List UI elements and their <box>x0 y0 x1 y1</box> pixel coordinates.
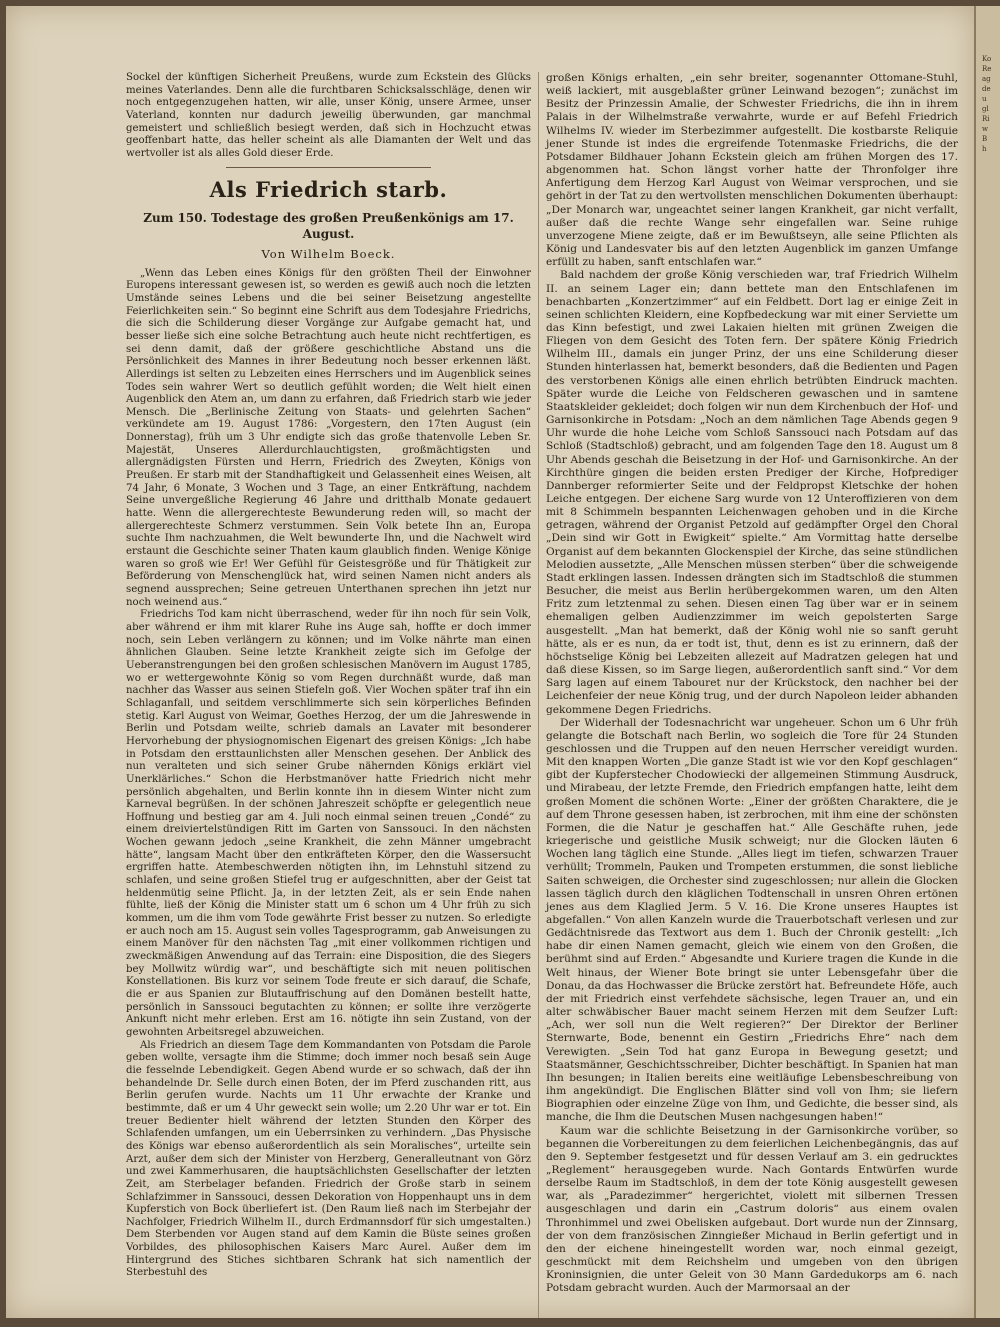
article-title: Als Friedrich starb. <box>209 176 448 202</box>
body-paragraph: Der Widerhall der Todesnachricht war ungeheuer. Schon um 6 Uhr früh gelangte die Botschaft nach Berlin, wo sogleich die Tore für 24 Stunden geschlossen und die Truppen auf den neuen Herrscher vereidigt wurden. Mit den knappen Worten „Die ganze Stadt ist wie vor den Kopf geschlagen“ gibt der Kupferstecher Chodowiecki der allgemeinen Stimmung Ausdruck, und Mirabeau, der letzte Fremde, den Friedrich empfangen hatte, leiht dem großen Moment die schönen Worte: „Einer der größten Charaktere, die je auf dem Throne gesessen haben, ist zerbrochen, mit ihm eine der schönsten Formen, die die Natur je geschaffen hat.“ Alle Geschäfte ruhen, jede kriegerische und geistliche Musik schweigt; nur die Glocken läuten 6 Wochen lang täglich eine Stunde. „Alles liegt im tiefen, schwarzen Trauer verhüllt; Trommeln, Pauken und Trompeten erstummen, die sonst liebliche Saiten schweigen, die Orchester sind zugeschlossen; nur allein die Glocken lassen täglich durch den kläglichen Todtenschall in unsren Ohren ertönen jenes aus dem Klaglied Jerm. 5 V. 16. Die Krone unseres Hauptes ist abgefallen.“ Von allen Kanzeln wurde die Trauerbotschaft verlesen und zur Gedächtnisrede das Textwort aus dem 1. Buch der Chronik gestellt: „Ich habe dir einen Namen gemacht, gleich wie einem von den Großen, die berühmt sind auf Erden.“ Abgesandte und Kuriere tragen die Kunde in die Welt hinaus, der Wiener Bote bringt sie unter Lebensgefahr über die Donau, da das Hochwasser die Brücke zerstört hat. Befreundete Höfe, auch der mit Friedrich einst verfehdete sächsische, legen Trauer an, und ein alter schwäbischer Bauer macht seinem Herzen mit dem Seufzer Luft: „Ach, wer soll nun die Welt regieren?“ Der Direktor der Berliner Sternwarte, Bode, benennt ein Gestirn „Friedrichs Ehre“ nach dem Verewigten. „Sein Tod hat ganz Europa in Bewegung gesetzt; und Staatsmänner, Geschichtsschreiber, Dichter beschäftigt. In Spanien hat man Ihn besungen; in Italien bereits eine weitläufige Lebensbeschreibung von ihm angekündigt. Die Englischen Blätter sind voll von Ihm; sie liefern Biographien oder einzelne Züge von Ihm, und Gedichte, die besser sind, als manche, die Ihm die Deutschen Musen nachgesungen haben!“ <box>546 716 958 1124</box>
body-paragraph: „Wenn das Leben eines Königs für den größten Theil der Einwohner Europens interessant gewesen ist, so werden es gewiß auch noch die letzten Umstände seines Lebens und die bei seiner Beisetzung angestellte Feierlichkeiten sein.“ So beginnt eine Schrift aus dem Todesjahre Friedrichs, die sich die Schilderung dieser Vorgänge zur Aufgabe gemacht hat, und besser ließe sich eine solche Betrachtung auch heute nicht rechtfertigen, es sei denn damit, daß der größere geschichtliche Abstand uns die Persönlichkeit des Mannes in ihrer Bedeutung noch besser erkennen läßt. Allerdings ist selten zu Lebzeiten eines Herrschers und im Augenblick seines Todes sein wahrer Wert so deutlich gefühlt worden; die Welt hielt einen Augenblick den Atem an, um dann zu erfahren, daß Friedrich starb wie jeder Mensch. Die „Berlinische Zeitung von Staats- und gelehrten Sachen“ verkündete am 19. August 1786: „Vorgestern, den 17ten August (ein Donnerstag), früh um 3 Uhr endigte sich das große thatenvolle Leben Sr. Majestät, Unseres Allerdurchlauchtigsten, großmächtigsten und allergnädigsten Fürsten und Herrn, Friedrich des Zweyten, Königs von Preußen. Er starb mit der Standhaftigkeit und Gelassenheit eines Weisen, alt 74 Jahr, 6 Monate, 3 Wochen und 3 Tage, an einer Entkräftung, nachdem Seine unvergeßliche Regierung 46 Jahre und dritthalb Monate gedauert hatte. Wenn die allergerechteste Bewunderung reden will, so macht der allergerechteste Schmerz verstummen. Sein Volk betete Ihn an, Europa suchte Ihm nachzuahmen, die Welt bewunderte Ihn, und die Nachwelt wird erstaunt die Geschichte seiner Thaten kaum glaublich finden. Wenige Könige waren so groß wie Er! Wer Gefühl für Geistesgröße und für Thätigkeit zur Beförderung von Menschenglück hat, wird seinen Namen nicht anders als segnend aussprechen; Seine getreuen Unterthanen sprechen ihn jetzt nur noch weinend aus.“ <box>126 267 531 608</box>
left-column <box>126 72 531 1280</box>
body-paragraph: Friedrichs Tod kam nicht überraschend, weder für ihn noch für sein Volk, aber während er ihm mit klarer Ruhe ins Auge sah, hoffte er doch immer noch, sein Leben verlängern zu können; und im Volke nährte man einen ähnlichen Glauben. Seine letzte Krankheit zeigte sich im Gefolge der Ueberanstrengungen bei den großen schlesischen Manövern im August 1785, wo er wettergewohnte König so vom Regen durchnäßt wurde, daß man nachher das Wasser aus seinen Stiefeln goß. Vier Wochen später traf ihn ein Schlaganfall, und seitdem verschlimmerte sich sein körperliches Befinden stetig. Karl August von Weimar, Goethes Herzog, der um die Jahreswende in Berlin und Potsdam weilte, schrieb damals an Lavater mit besonderer Hervorhebung der physiognomischen Eigenart des greisen Königs: „Ich habe in Potsdam den ersttaunlichsten aller Menschen gesehen. Der Anblick des nun veralteten und sich seiner Grube nähernden Königs erklärt viel Unerklärliches.“ Schon die Herbstmanöver hatte Friedrich nicht mehr persönlich abgehalten, und Berlin konnte ihn in diesem Winter nicht zum Karneval begrüßen. In der schönen Jahreszeit schöpfte er gelegentlich neue Hoffnung und bestieg gar am 4. Juli noch einmal seinen treuen „Condé“ zu einem dreiviertelstündigen Ritt im Garten von Sanssouci. In den nächsten Wochen gewann jedoch „seine Krankheit, die zehn Männer umgebracht hätte“, langsam Macht über den entkräfteten Körper, den die Wassersucht ergriffen hatte. Atembeschwerden nötigten ihn, im Lehnstuhl sitzend zu schlafen, und seine großen Stiefel trug er aufgeschnitten, aber der Geist tat heldenmütig seine Pflicht. Ja, in der letzten Zeit, als er sein Ende nahen fühlte, ließ der König die Minister statt um 6 schon um 4 Uhr früh zu sich kommen, um die ihm vom Tode gewährte Frist besser zu nutzen. So erledigte er auch noch am 15. August sein volles Tagesprogramm, gab Anweisungen zu einem Manöver für den nächsten Tag „mit einer vollkommen richtigen und zweckmäßigen Anwendung auf das Terrain: eine Disposition, die des Siegers bey Mollwitz würdig war“, und beschäftigte sich mit neuen politischen Konstellationen. Bis kurz vor seinem Tode freute er sich darauf, die Schafe, die er aus Spanien zur Blutauffrischung auf den Domänen bestellt hatte, persönlich in Sanssouci begutachten zu können; er sollte ihre verzögerte Ankunft nicht mehr erleben. Erst am 16. nötigte ihn sein Zustand, von der gewohnten Arbeitsregel abzuweichen. <box>126 609 531 1038</box>
article-subtitle: Zum 150. Todestage des großen Preußenkönigs am 17. August. <box>143 210 514 241</box>
body-paragraph: Als Friedrich an diesem Tage dem Kommandanten von Potsdam die Parole geben wollte, versagte ihm die Stimme; doch immer noch besaß sein Auge die fesselnde Lebendigkeit. Gegen Abend wurde er so schwach, daß der ihn behandelnde Dr. Selle durch einen Boten, der im Pferd zuschanden ritt, aus Berlin gerufen wurde. Nachts um 11 Uhr erwachte der Kranke und bestimmte, daß er um 4 Uhr geweckt sein wolle; um 2.20 Uhr war er tot. Ein treuer Bedienter hielt während der letzten Stunden den Körper des Schlafenden umfangen, um ein Ueberrsinken zu verhindern. „Das Physische des Königs war ebenso außerordentlich als sein Moralisches“, urteilte sein Arzt, außer dem sich der Minister von Herzberg, Generalleutnant von Görz und zwei Kammerhusaren, die hauptsächlichsten Gesellschafter der letzten Zeit, am Sterbelager befanden. Friedrich der Große starb in seinem Schlafzimmer in Sanssouci, dessen Dekoration von Hoppenhaupt uns in dem Kupferstich von Bock überliefert ist. (Den Raum ließ nach im Sterbejahr der Nachfolger, Friedrich Wilhelm II., durch Erdmannsdorf für sich umgestalten.) Dem Sterbenden vor Augen stand auf dem Kamin die Büste seines großen Vorbildes, des philosophischen Kaisers Marc Aurel. Außer dem im Hintergrund des Stiches sichtbaren Schrank hat sich namentlich der Sterbestuhl des <box>126 1039 531 1279</box>
adjacent-page-text: Ko Re ag de u gl Ri w B h <box>982 55 992 153</box>
article-author: Von Wilhelm Boeck. <box>261 246 396 261</box>
column-divider <box>538 72 539 1318</box>
body-paragraph: großen Königs erhalten, „ein sehr breiter, sogenannter Ottomane-Stuhl, weiß lackiert, mit ausgeblaßter grüner Leinwand bezogen“; zunächst im Besitz der Prinzessin Amalie, der Schwester Friedrichs, die ihn in ihrem Palais in der Wilhelmstraße verwahrte, wurde er auf Befehl Friedrich Wilhelms IV. wieder im Sterbezimmer aufgestellt. Die kostbarste Reliquie jener Stunde ist indes die ergreifende Totenmaske Friedrichs, die der Potsdamer Bildhauer Johann Eckstein gleich am frühen Morgen des 17. abgenommen hat. Schon längst vorher hatte der Thronfolger ihre Anfertigung dem Herzog Karl August von Weimar versprochen, und sie gehört in der Tat zu den wertvollsten menschlichen Dokumenten überhaupt: „Der Monarch war, ungeachtet seiner langen Krankheit, gar nicht verfallt, außer daß die rechte Wange sehr eingefallen war. Seine ruhige unverzogene Miene zeigte, daß er im Bewußtseyn, alle seine Pflichten als König und Landesvater bis auf den letzten Augenblick im ganzen Umfange erfüllt zu haben, sanft entschlafen war.“ <box>546 72 958 269</box>
body-paragraph: Kaum war die schlichte Beisetzung in der Garnisonkirche vorüber, so begannen die Vorbereitungen zu dem feierlichen Leichenbegängnis, das auf den 9. September festgesetzt und für dessen Verlauf am 3. ein gedrucktes „Reglement“ herausgegeben wurde. Nach Gontards Entwürfen wurde derselbe Raum im Stadtschloß, in dem der tote König ausgestellt gewesen war, als „Paradezimmer“ hergerichtet, violett mit silbernen Tressen ausgeschlagen und darin ein „Castrum doloris“ aus einem ovalen Thronhimmel und zwei Obelisken aufgebaut. Dort wurde nun der Zinnsarg, der von dem französischen Zinngießer Michaud in Berlin gefertigt und in den der eichene hineingestellt worden war, noch einmal gezeigt, geschmückt mit dem Reichshelm und umgeben von den übrigen Kroninsignien, die unter Geleit von 30 Mann Gardedukorps am 6. nach Potsdam gebracht wurden. Auch der Marmorsaal an der <box>546 1124 958 1295</box>
intro-paragraph: Sockel der künftigen Sicherheit Preußens, wurde zum Eckstein des Glücks meines Vaterlandes. Denn alle die furchtbaren Schicksalsschläge, denen wir noch entgegenzugehen hatten, wir alle, unser König, unsere Armee, unser Vaterland, konnten nur dadurch jeweilig überwunden, gar manchmal gemeistert und schließlich besiegt werden, daß sich in Hochzucht etwas geoffenbart hatte, das heller scheint als alle Diamanten der Welt und das wertvoller ist als alles Gold dieser Erde. <box>126 72 531 159</box>
right-column <box>546 72 958 1296</box>
newspaper-page <box>6 6 974 1318</box>
section-divider <box>226 167 431 168</box>
body-paragraph: Bald nachdem der große König verschieden war, traf Friedrich Wilhelm II. an seinem Lager ein; dann bettete man den Entschlafenen im benachbarten „Konzertzimmer“ auf ein Feldbett. Dort lag er einige Zeit in seinen schlichten Kleidern, eine Kopfbedeckung war mit einer Serviette um das Kinn befestigt, und zwei Lakaien hielten mit grünen Zweigen die Fliegen von dem Gesicht des Toten fern. Der spätere König Friedrich Wilhelm III., damals ein junger Prinz, der uns eine Schilderung dieser Stunden hinterlassen hat, bemerkt besonders, daß die Bedienten und Pagen des verstorbenen Königs alle einen ehrlich betrübten Eindruck machten. Später wurde die Leiche von Feldscheren gewaschen und in samtene Staatskleider gekleidet; doch folgen wir nun dem Kirchenbuch der Hof- und Garnisonkirche in Potsdam: „Noch an dem nämlichen Tage Abends gegen 9 Uhr wurde die hohe Leiche vom Schloß Sanssouci nach Potsdam auf das Schloß (Stadtschloß) gebracht, und am folgenden Tage den 18. August um 8 Uhr Abends geschah die Beisetzung in der Hof- und Garnisonkirche. An der Kirchthüre gingen die beiden ersten Prediger der Kirche, Hofprediger Dannberger reformierter Seite und der Feldpropst Kletschke der hohen Leiche entgegen. Der eichene Sarg wurde von 12 Unteroffizieren von dem mit 8 Schimmeln bespannten Leichenwagen gehoben und in die Kirche getragen, während der Organist Petzold auf gedämpfter Orgel den Choral „Dein sind wir Gott in Ewigkeit“ spielte.“ Am Vormittag hatte derselbe Organist auf dem bekannten Glockenspiel der Kirche, das seine stündlichen Melodien aussetzte, „Alle Menschen müssen sterben“ über die schweigende Stadt erklingen lassen. Indessen drängten sich im Stadtschloß die stummen Besucher, die meist aus Berlin herübergekommen waren, um den Alten Fritz zum letztenmal zu sehen. Diesen einen Tag über war er in seinem ehemaligen gelben Audienzzimmer im weich gepolsterten Sarge ausgestellt. „Man hat bemerkt, daß der König wohl nie so sanft geruht hätte, als er es nun, da er todt ist, thut, denn es ist zu erinnern, daß der höchstselige König bei Lebzeiten allezeit auf Madratzen gelegen hat und daß diese Kissen, so im Sarge liegen, außerordentlich sanft sind.“ Vor dem Sarg lagen auf einem Tabouret nur der Krückstock, den nachher bei der Leichenfeier der neue König trug, und der durch Napoleon leider abhanden gekommene Degen Friedrichs. <box>546 269 958 716</box>
adjacent-page-edge <box>974 6 1000 1318</box>
